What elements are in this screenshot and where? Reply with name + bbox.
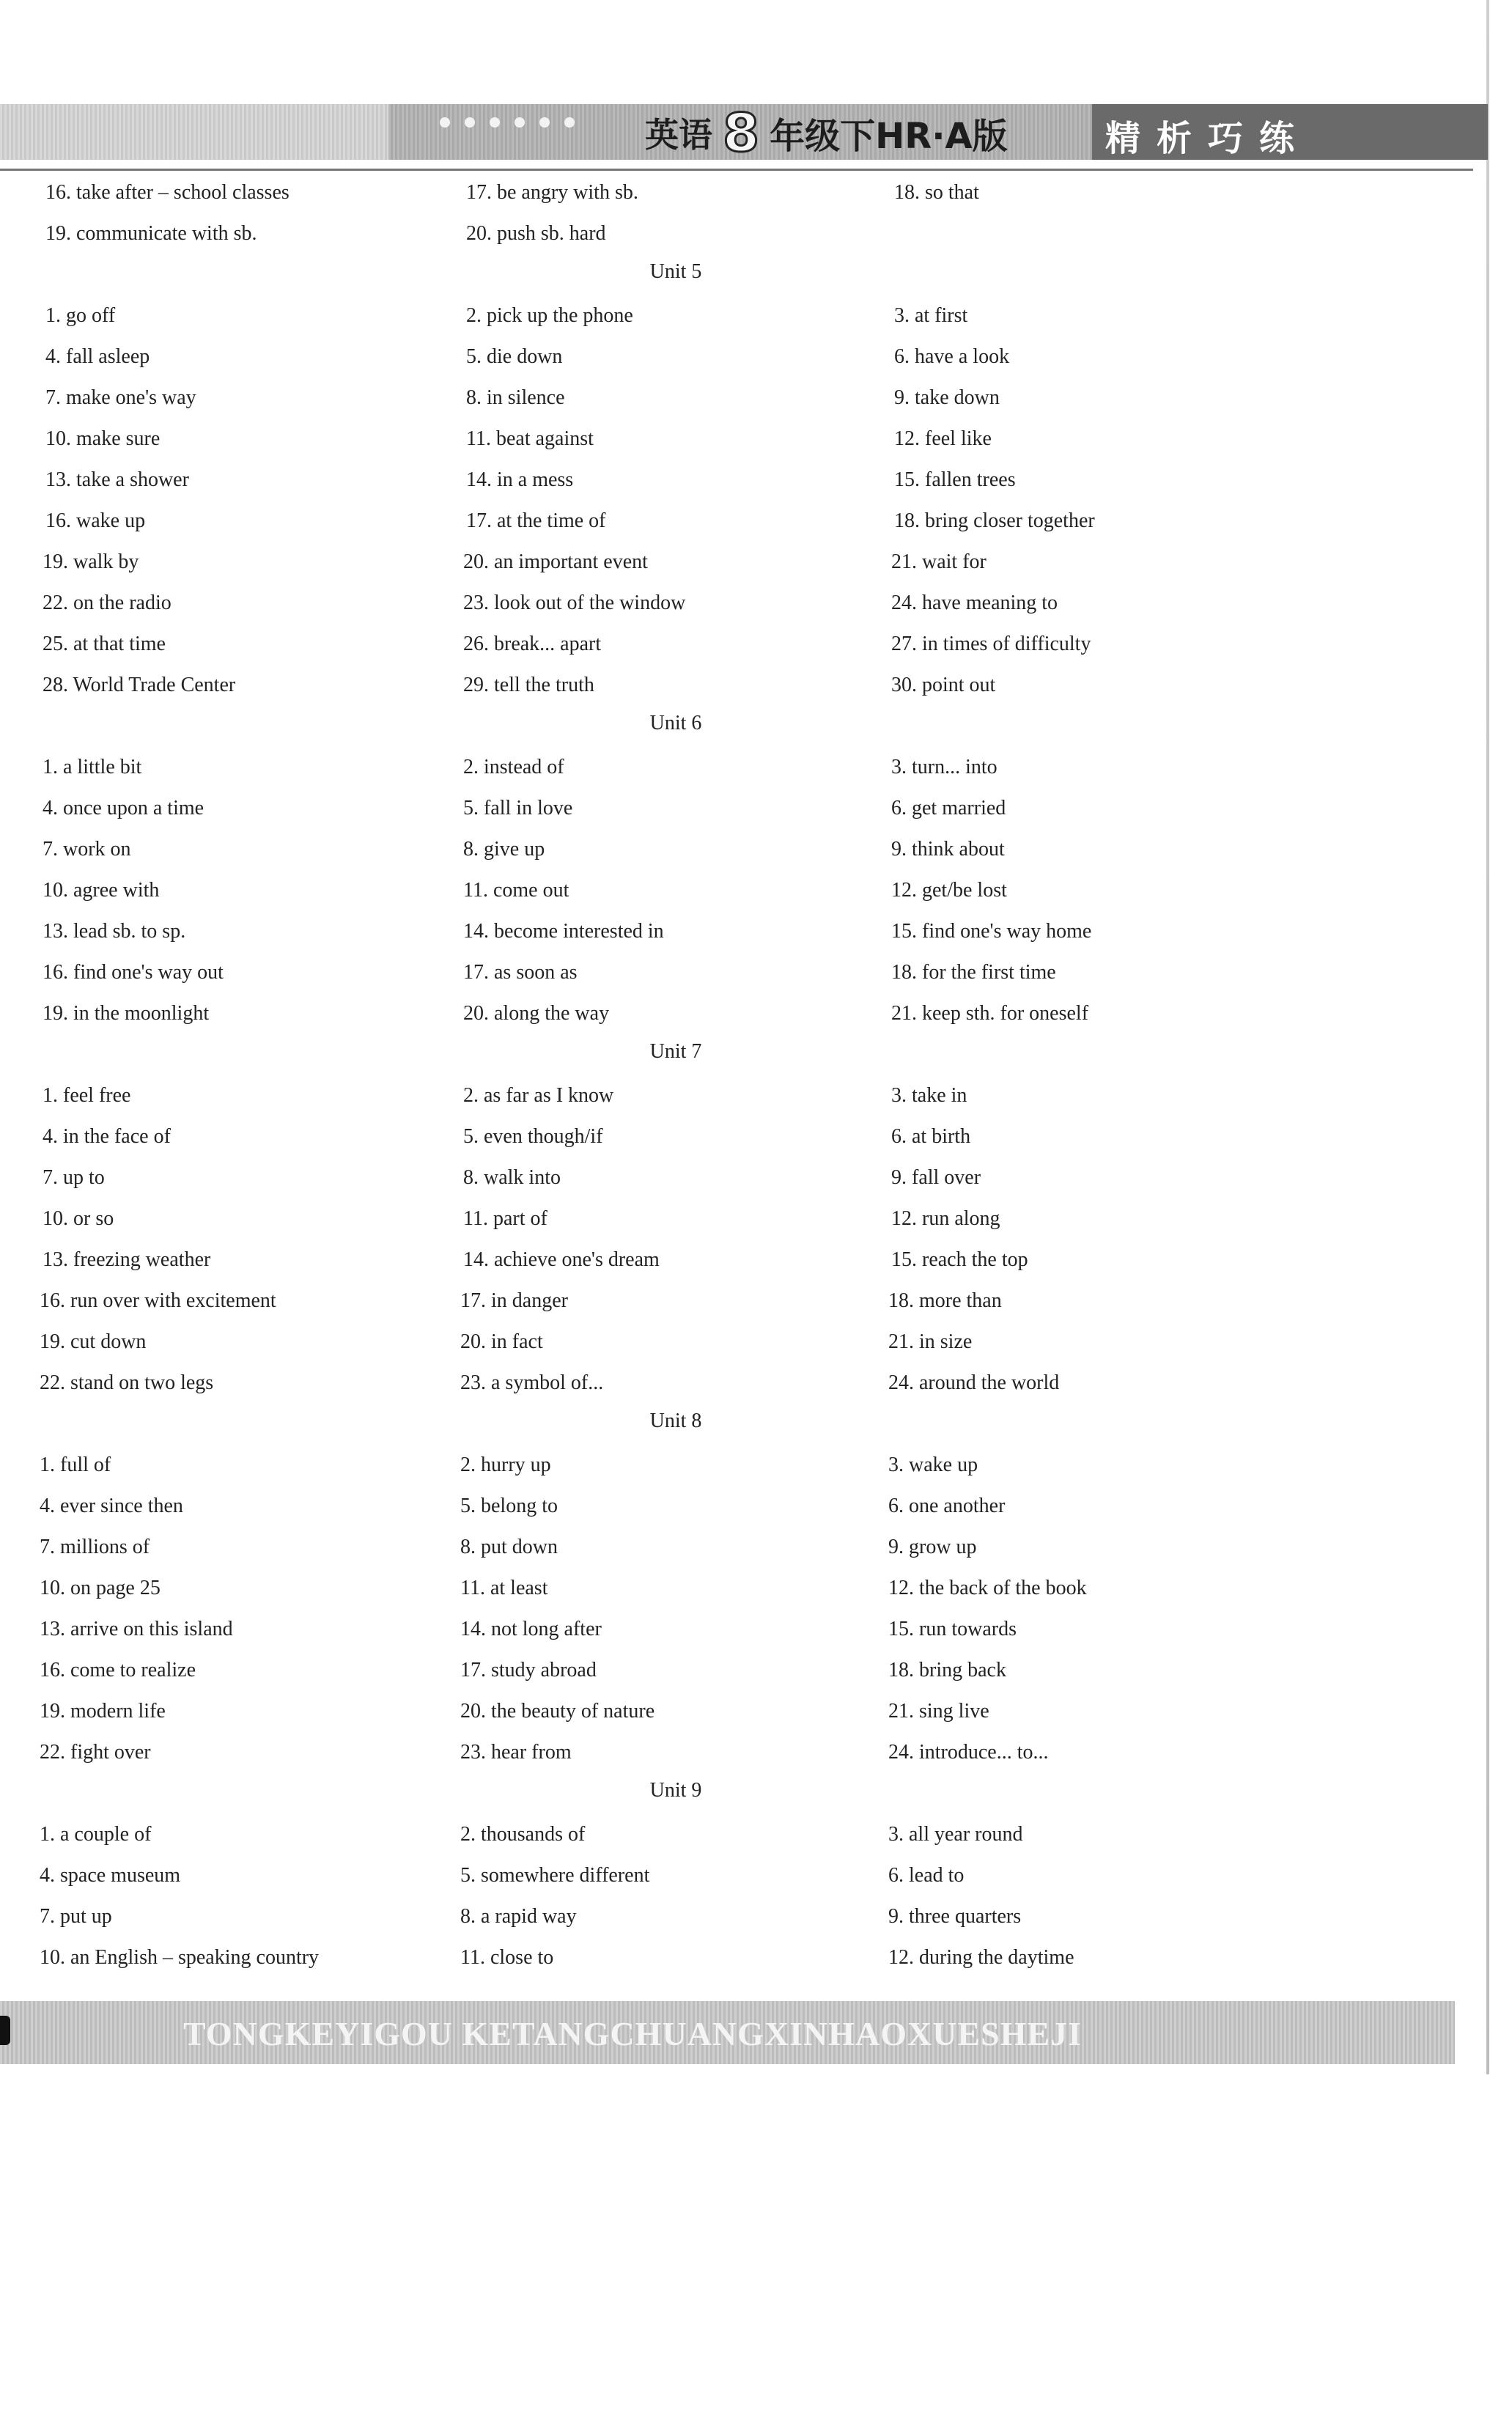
- phrase-entry: 21. keep sth. for oneself: [891, 1002, 1089, 1025]
- phrase-entry: 3. turn... into: [891, 756, 997, 778]
- phrase-entry: 12. during the daytime: [888, 1946, 1074, 1969]
- phrase-entry: 8. walk into: [463, 1166, 561, 1189]
- phrase-entry: 7. millions of: [40, 1536, 150, 1558]
- phrase-entry: 10. agree with: [43, 879, 160, 902]
- phrase-entry: 26. break... apart: [463, 633, 602, 655]
- phrase-entry: 4. once upon a time: [43, 797, 204, 819]
- phrase-entry: 18. bring back: [888, 1659, 1006, 1681]
- phrase-entry: 17. be angry with sb.: [466, 181, 638, 204]
- phrase-entry: 20. push sb. hard: [466, 222, 606, 245]
- phrase-entry: 11. at least: [460, 1577, 548, 1599]
- unit-heading: Unit 6: [649, 712, 702, 734]
- phrase-entry: 15. reach the top: [891, 1248, 1028, 1271]
- phrase-entry: 7. up to: [43, 1166, 105, 1189]
- phrase-entry: 4. space museum: [40, 1864, 181, 1887]
- phrase-entry: 13. freezing weather: [43, 1248, 211, 1271]
- phrase-entry: 14. become interested in: [463, 920, 664, 943]
- phrase-entry: 18. bring closer together: [894, 509, 1095, 532]
- phrase-entry: 4. fall asleep: [45, 345, 150, 368]
- phrase-entry: 19. communicate with sb.: [45, 222, 257, 245]
- phrase-entry: 17. study abroad: [460, 1659, 597, 1681]
- phrase-entry: 1. a little bit: [43, 756, 142, 778]
- phrase-entry: 11. come out: [463, 879, 569, 902]
- phrase-entry: 10. on page 25: [40, 1577, 161, 1599]
- phrase-entry: 7. make one's way: [45, 386, 196, 409]
- phrase-entry: 6. have a look: [894, 345, 1010, 368]
- phrase-entry: 7. put up: [40, 1905, 112, 1928]
- phrase-entry: 1. full of: [40, 1454, 111, 1476]
- phrase-entry: 8. put down: [460, 1536, 558, 1558]
- phrase-entry: 14. not long after: [460, 1618, 602, 1640]
- phrase-entry: 2. as far as I know: [463, 1084, 614, 1107]
- phrase-entry: 19. walk by: [43, 550, 139, 573]
- phrase-entry: 5. die down: [466, 345, 563, 368]
- book-title: [645, 102, 1008, 163]
- phrase-entry: 6. at birth: [891, 1125, 971, 1148]
- phrase-entry: 21. in size: [888, 1330, 973, 1353]
- phrase-entry: 22. on the radio: [43, 592, 172, 614]
- phrase-entry: 14. achieve one's dream: [463, 1248, 660, 1271]
- phrase-entry: 3. take in: [891, 1084, 967, 1107]
- unit-heading: Unit 9: [649, 1779, 702, 1802]
- phrase-entry: 18. so that: [894, 181, 979, 204]
- phrase-entry: 2. instead of: [463, 756, 564, 778]
- series-label: 精析巧练: [1105, 118, 1311, 159]
- phrase-entry: 5. somewhere different: [460, 1864, 650, 1887]
- phrase-entry: 16. wake up: [45, 509, 146, 532]
- phrase-entry: 24. around the world: [888, 1371, 1060, 1394]
- phrase-entry: 10. or so: [43, 1207, 114, 1230]
- edition-label: 年级下HR·A版: [770, 115, 1008, 157]
- phrase-entry: 14. in a mess: [466, 468, 574, 491]
- phrase-entry: 21. sing live: [888, 1700, 989, 1723]
- phrase-entry: 13. take a shower: [45, 468, 189, 491]
- phrase-entry: 15. fallen trees: [894, 468, 1016, 491]
- phrase-entry: 2. pick up the phone: [466, 304, 633, 327]
- phrase-entry: 10. make sure: [45, 427, 161, 450]
- phrase-entry: 12. the back of the book: [888, 1577, 1087, 1599]
- phrase-entry: 10. an English – speaking country: [40, 1946, 320, 1969]
- phrase-entry: 4. in the face of: [43, 1125, 171, 1148]
- phrase-entry: 17. in danger: [460, 1289, 568, 1312]
- unit-heading: Unit 5: [649, 260, 702, 283]
- phrase-entry: 19. modern life: [40, 1700, 166, 1723]
- header-dots: [440, 117, 575, 128]
- phrase-entry: 20. the beauty of nature: [460, 1700, 655, 1723]
- phrase-entry: 29. tell the truth: [463, 674, 594, 696]
- phrase-entry: 27. in times of difficulty: [891, 633, 1091, 655]
- phrase-entry: 23. look out of the window: [463, 592, 686, 614]
- phrase-entry: 25. at that time: [43, 633, 166, 655]
- phrase-entry: 2. thousands of: [460, 1823, 586, 1846]
- phrase-entry: 21. wait for: [891, 550, 987, 573]
- phrase-entry: 22. fight over: [40, 1741, 151, 1764]
- phrase-entry: 15. run towards: [888, 1618, 1017, 1640]
- page-header: [0, 102, 1488, 163]
- phrase-entry: 30. point out: [891, 674, 996, 696]
- phrase-entry: 3. all year round: [888, 1823, 1023, 1846]
- phrase-entry: 23. a symbol of...: [460, 1371, 604, 1394]
- phrase-entry: 11. close to: [460, 1946, 554, 1969]
- phrase-entry: 15. find one's way home: [891, 920, 1092, 943]
- phrase-entry: 1. feel free: [43, 1084, 131, 1107]
- phrase-entry: 13. arrive on this island: [40, 1618, 233, 1640]
- phrase-entry: 20. in fact: [460, 1330, 543, 1353]
- phrase-entry: 20. along the way: [463, 1002, 610, 1025]
- phrase-entry: 16. come to realize: [40, 1659, 196, 1681]
- phrase-entry: 9. three quarters: [888, 1905, 1022, 1928]
- phrase-entry: 11. beat against: [466, 427, 594, 450]
- phrase-entry: 9. grow up: [888, 1536, 977, 1558]
- phrase-entry: 4. ever since then: [40, 1495, 183, 1517]
- phrase-entry: 9. think about: [891, 838, 1005, 861]
- page-edge: [1486, 0, 1489, 2074]
- phrase-entry: 17. at the time of: [466, 509, 606, 532]
- phrase-entry: 8. give up: [463, 838, 545, 861]
- phrase-entry: 20. an important event: [463, 550, 648, 573]
- phrase-entry: 5. even though/if: [463, 1125, 603, 1148]
- phrase-entry: 19. in the moonlight: [43, 1002, 210, 1025]
- header-rule: [0, 169, 1473, 171]
- phrase-entry: 6. get married: [891, 797, 1006, 819]
- phrase-entry: 11. part of: [463, 1207, 547, 1230]
- phrase-entry: 1. a couple of: [40, 1823, 152, 1846]
- phrase-entry: 7. work on: [43, 838, 131, 861]
- footer-tab: [0, 2016, 10, 2045]
- phrase-entry: 6. one another: [888, 1495, 1006, 1517]
- phrase-entry: 18. for the first time: [891, 961, 1056, 984]
- phrase-entry: 2. hurry up: [460, 1454, 551, 1476]
- phrase-entry: 3. wake up: [888, 1454, 978, 1476]
- phrase-entry: 16. find one's way out: [43, 961, 224, 984]
- page-footer: [0, 2001, 1455, 2064]
- phrase-entry: 18. more than: [888, 1289, 1002, 1312]
- phrase-entry: 24. introduce... to...: [888, 1741, 1049, 1764]
- phrase-entry: 16. take after – school classes: [45, 181, 290, 204]
- phrase-entry: 9. fall over: [891, 1166, 981, 1189]
- phrase-entry: 28. World Trade Center: [43, 674, 236, 696]
- footer-text: TONGKEYIGOU KETANGCHUANGXINHAOXUESHEJI: [183, 2015, 1083, 2052]
- phrase-entry: 17. as soon as: [463, 961, 578, 984]
- phrase-entry: 8. a rapid way: [460, 1905, 577, 1928]
- phrase-entry: 12. feel like: [894, 427, 992, 450]
- phrase-entry: 5. belong to: [460, 1495, 558, 1517]
- phrase-entry: 23. hear from: [460, 1741, 572, 1764]
- phrase-entry: 3. at first: [894, 304, 968, 327]
- phrase-entry: 22. stand on two legs: [40, 1371, 214, 1394]
- phrase-entry: 9. take down: [894, 386, 1000, 409]
- phrase-entry: 12. run along: [891, 1207, 1000, 1230]
- unit-heading: Unit 7: [649, 1040, 702, 1063]
- phrase-entry: 6. lead to: [888, 1864, 965, 1887]
- phrase-entry: 16. run over with excitement: [40, 1289, 276, 1312]
- series-box: [1092, 104, 1488, 160]
- unit-heading: Unit 8: [649, 1410, 702, 1432]
- phrase-entry: 8. in silence: [466, 386, 565, 409]
- phrase-entry: 5. fall in love: [463, 797, 573, 819]
- phrase-entry: 24. have meaning to: [891, 592, 1058, 614]
- phrase-entry: 19. cut down: [40, 1330, 147, 1353]
- phrase-entry: 13. lead sb. to sp.: [43, 920, 186, 943]
- grade-number: 8: [723, 102, 760, 163]
- phrase-entry: 1. go off: [45, 304, 116, 327]
- subject-label: 英语: [645, 115, 712, 155]
- phrase-entry: 12. get/be lost: [891, 879, 1007, 902]
